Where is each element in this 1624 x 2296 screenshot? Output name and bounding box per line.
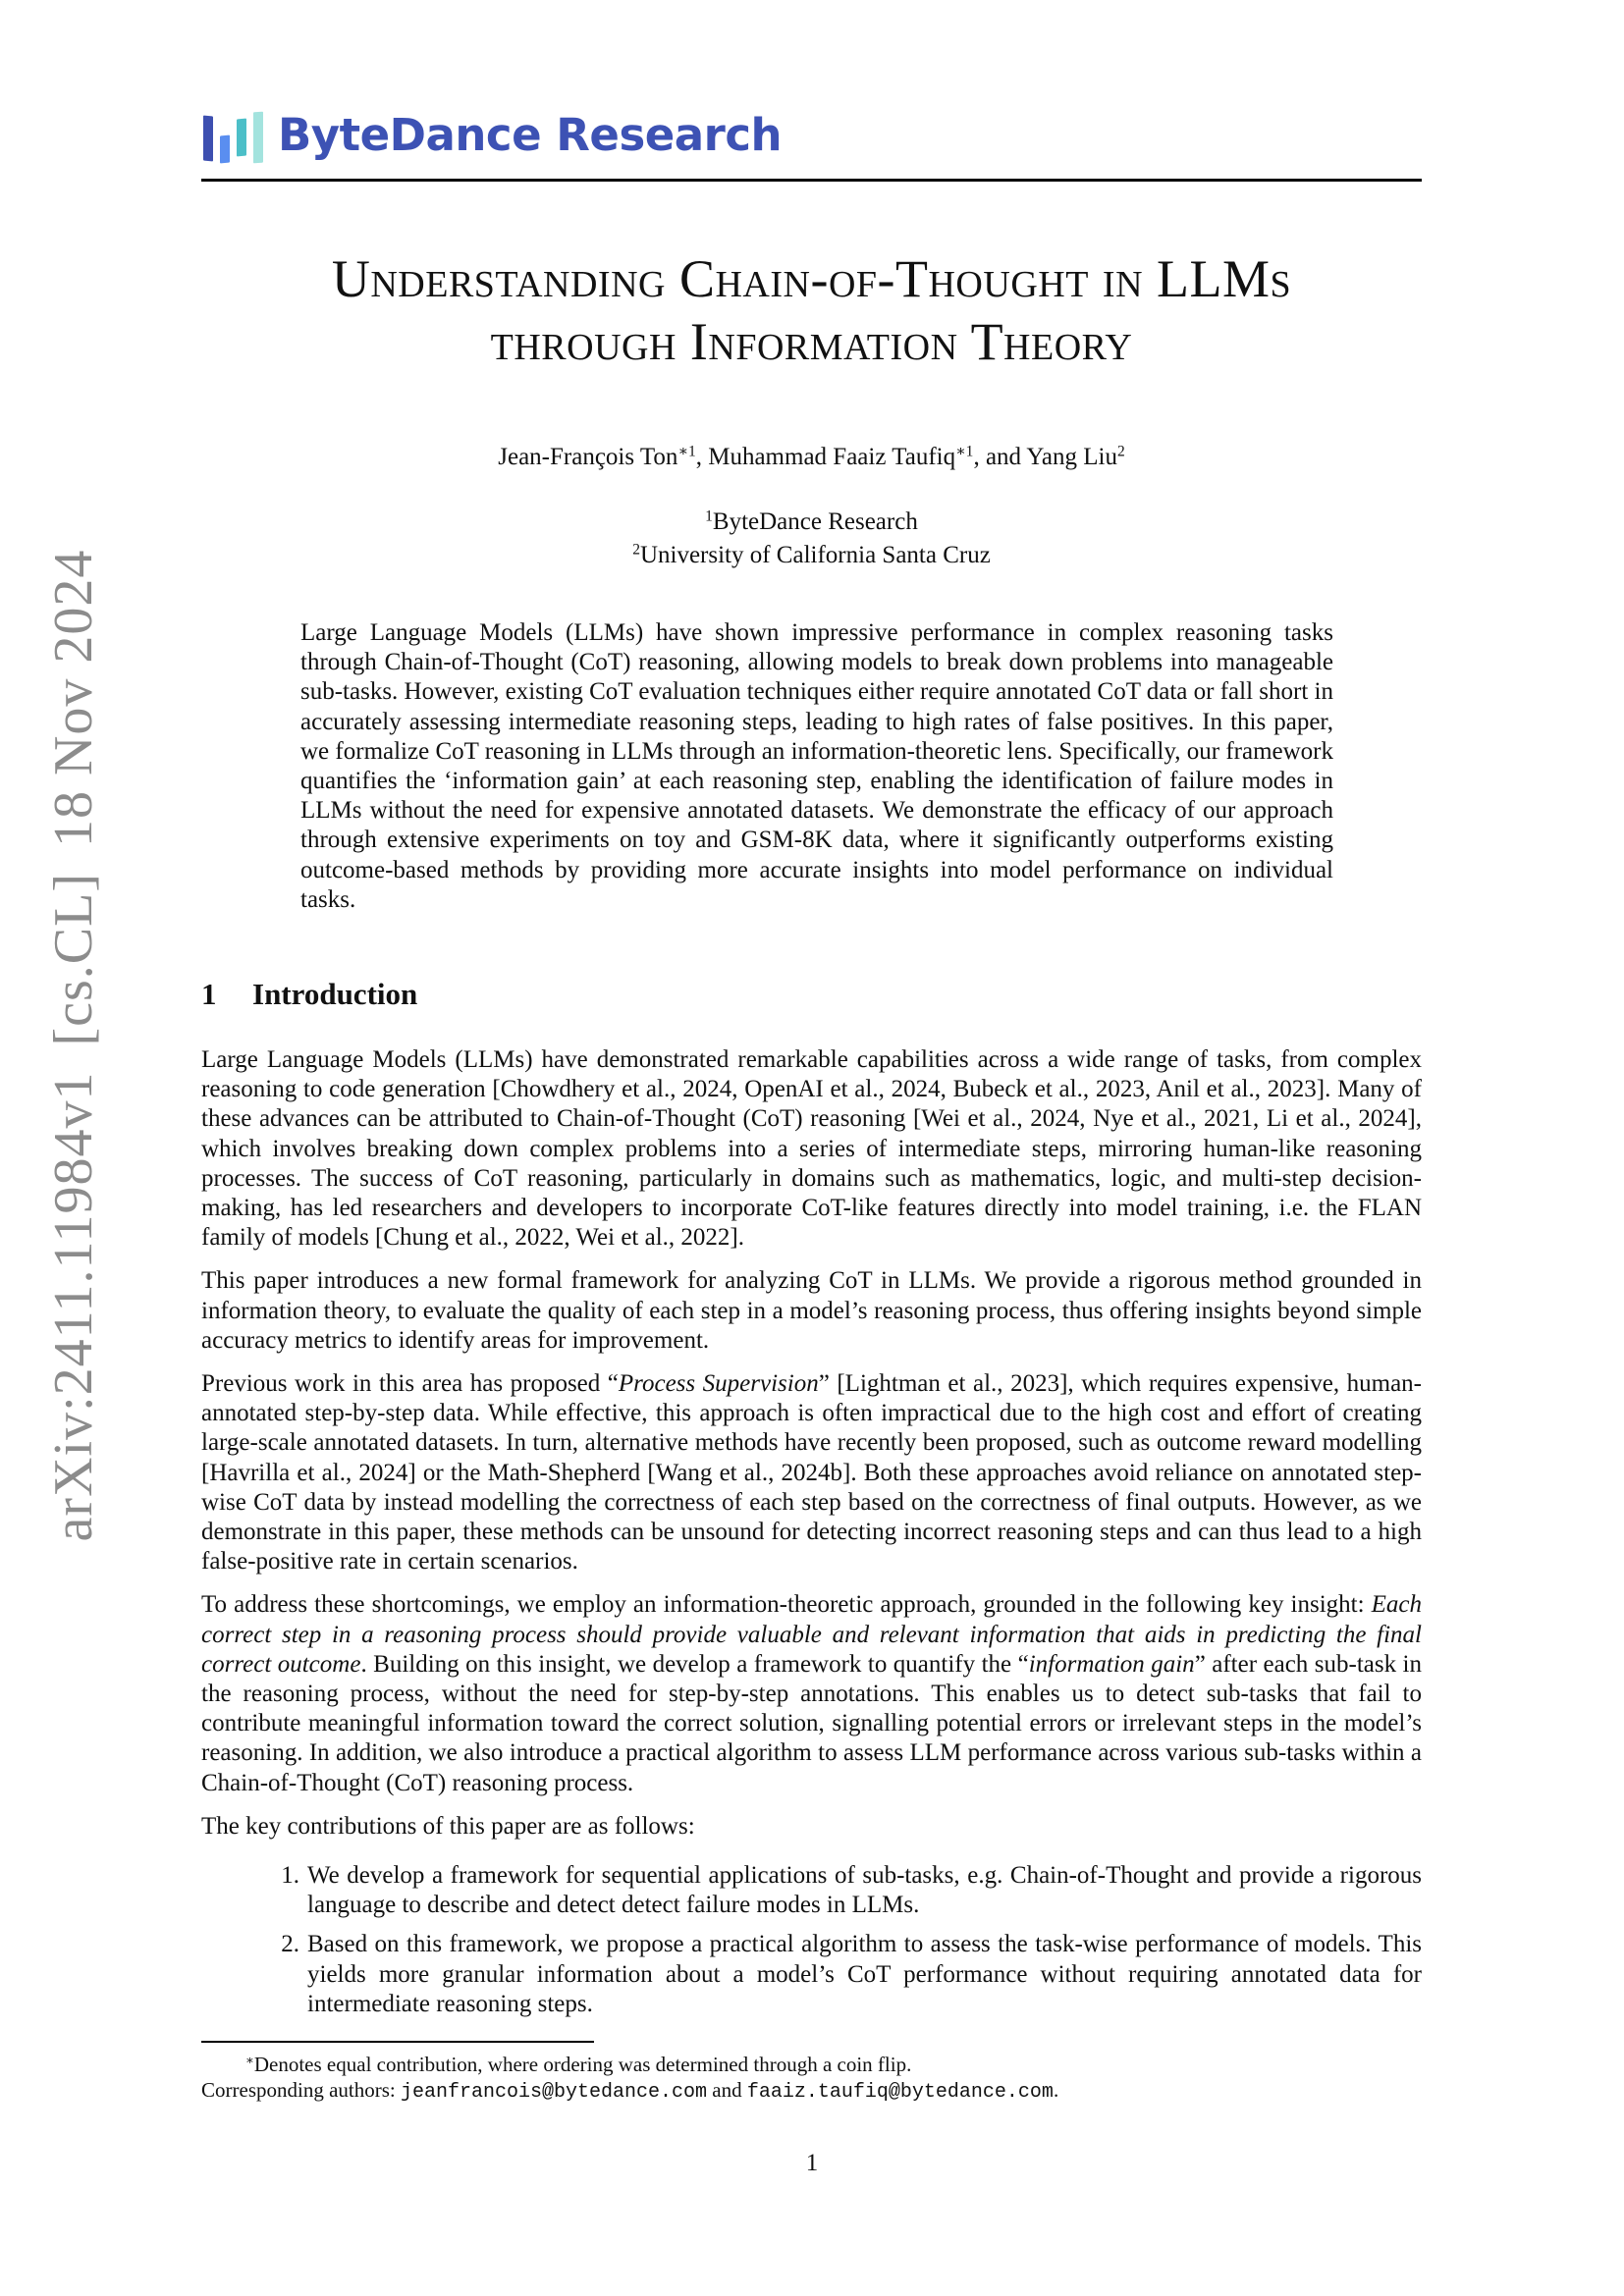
- footnote-label: Corresponding authors:: [201, 2078, 401, 2102]
- introduction-body: [201, 1045, 1422, 2029]
- email-link[interactable]: faaiz.taufiq@bytedance.com: [746, 2081, 1054, 2104]
- title-line-1: Understanding Chain-of-Thought in LLMs: [331, 249, 1292, 308]
- affiliation-list: [201, 506, 1422, 572]
- footnote-corresponding-authors: [201, 2077, 1422, 2106]
- logo-bar-2: [220, 134, 230, 163]
- text-run: To address these shortcomings, we employ an information-theoretic approach, grounded in the following key insight:: [201, 1591, 1372, 1619]
- footnotes: [201, 2052, 1422, 2106]
- arxiv-category: [cs.CL]: [43, 873, 104, 1046]
- title-line-2: through Information Theory: [490, 312, 1133, 371]
- text-run: Previous work in this area has proposed “: [201, 1370, 619, 1398]
- header-rule: [201, 179, 1422, 182]
- author-separator: , and: [973, 444, 1027, 470]
- author-name: Yang Liu: [1026, 444, 1117, 470]
- contribution-item: [201, 1861, 1422, 1920]
- section-number: 1: [201, 977, 217, 1011]
- paragraph-5: The key contributions of this paper are as follows:: [201, 1812, 695, 1840]
- paper-title: [201, 247, 1422, 373]
- text-run: ” [Lightman et al., 2023], which requires expensive, human-annotated step-by-step data. While effective, this approach is often impractical due to the high cost and effort of creating large-scale annotated datasets. In turn, alternative methods have recently been proposed, such as outcome reward modelling [Havrilla et al., 2024] or the Math-Shepherd [Wang et al., 2024b]. Both these approaches avoid reliance on annotated step-wise CoT data by instead modelling the correctness of each step based on the correctness of final outputs. However, as we demonstrate in this paper, these methods can be unsound for detecting incorrect reasoning steps and can thus lead to a high false-positive rate in certain scenarios.: [201, 1370, 1423, 1575]
- author-list: [201, 444, 1422, 471]
- logo-text: ByteDance Research: [278, 108, 783, 161]
- contributions-list: [201, 1861, 1422, 2019]
- section-title: Introduction: [252, 977, 418, 1011]
- author-separator: ,: [695, 444, 709, 470]
- arxiv-id[interactable]: arXiv:2411.11984v1: [43, 1071, 104, 1542]
- bytedance-research-logo: [201, 104, 782, 165]
- author-marks: ∗1: [677, 443, 696, 460]
- text-run: ” after each sub-task in the reasoning process, without the need for step-by-step annotations. This enables us to detect sub-tasks that fail to contribute meaningful information toward the correct solution, signalling potential errors or irrelevant steps in the model’s reasoning. In addition, we also introduce a practical algorithm to assess LLM performance across various sub-tasks within a Chain-of-Thought (CoT) reasoning process.: [201, 1650, 1422, 1796]
- footnote-text: .: [1053, 2078, 1059, 2102]
- footnote-mark: ∗: [245, 2052, 254, 2067]
- affiliation-mark: 2: [632, 541, 640, 559]
- email-link[interactable]: jeanfrancois@bytedance.com: [400, 2081, 708, 2104]
- arxiv-stamp: [42, 550, 105, 1542]
- text-run: . Building on this insight, we develop a framework to quantify the “: [360, 1650, 1029, 1678]
- affiliation-mark: 1: [705, 507, 713, 525]
- bar-chart-logo-icon: [201, 104, 266, 165]
- author-name: Jean-François Ton: [498, 444, 678, 470]
- page-number: 1: [805, 2150, 819, 2176]
- paragraph-1: Large Language Models (LLMs) have demonstrated remarkable capabilities across a wide range of tasks, from complex reasoning to code generation [Chowdhery et al., 2024, OpenAI et al., 2024, Bubeck et al., 2023, Anil et al., 2023]. Many of these advances can be attributed to Chain-of-Thought (CoT) reasoning [Wei et al., 2024, Nye et al., 2021, Li et al., 2024], which involves breaking down complex problems into a series of intermediate steps, mirroring human-like reasoning processes. The success of CoT reasoning, particularly in domains such as mathematics, logic, and multi-step decision-making, has led researchers and developers to incorporate CoT-like features directly into model training, i.e. the FLAN family of models [Chung et al., 2022, Wei et al., 2022].: [201, 1046, 1422, 1252]
- author-marks: ∗1: [955, 443, 974, 460]
- footnote-rule: [201, 2041, 594, 2043]
- footnote-text: and: [707, 2078, 747, 2102]
- logo-bar-3: [237, 118, 246, 156]
- affiliation: [201, 539, 1422, 572]
- emphasis-process-supervision: Process Supervision: [618, 1370, 819, 1398]
- abstract: Large Language Models (LLMs) have shown impressive performance in complex reasoning tasks through Chain-of-Thought (CoT) reasoning, allowing models to break down problems into manageable sub-tasks. However, existing CoT evaluation techniques either require annotated CoT data or fall short in accurately assessing intermediate reasoning steps, leading to high rates of false positives. In this paper, we formalize CoT reasoning in LLMs through an information-theoretic lens. Specifically, our framework quantifies the ‘information gain’ at each reasoning step, enabling the identification of failure modes in LLMs without the need for expensive annotated datasets. We demonstrate the efficacy of our approach through extensive experiments on toy and GSM-8K data, where it significantly outperforms existing outcome-based methods by providing more accurate insights into model performance on individual tasks.: [300, 619, 1333, 913]
- section-heading-introduction: [201, 977, 417, 1012]
- affiliation: [201, 506, 1422, 539]
- affiliation-name: University of California Santa Cruz: [639, 542, 991, 568]
- paragraph-3: [201, 1369, 1422, 1576]
- list-index: 1.: [281, 1862, 299, 1890]
- affiliation-name: ByteDance Research: [712, 508, 918, 535]
- author-marks: 2: [1116, 443, 1125, 460]
- arxiv-date: 18 Nov 2024: [43, 549, 104, 848]
- list-text: Based on this framework, we propose a practical algorithm to assess the task-wise performance of models. This yields more granular information about a model’s CoT performance without requiring annotated data for intermediate reasoning steps.: [307, 1931, 1422, 2017]
- logo-bar-1: [203, 115, 213, 161]
- author-name: Muhammad Faaiz Taufiq: [708, 444, 956, 470]
- list-text: We develop a framework for sequential applications of sub-tasks, e.g. Chain-of-Thought and provide a rigorous language to describe and detect detect failure modes in LLMs.: [307, 1862, 1422, 1919]
- paragraph-2: This paper introduces a new formal framework for analyzing CoT in LLMs. We provide a rigorous method grounded in information theory, to evaluate the quality of each step in a model’s reasoning process, thus offering insights beyond simple accuracy metrics to identify areas for improvement.: [201, 1267, 1422, 1354]
- contribution-item: [201, 1930, 1422, 2019]
- list-index: 2.: [281, 1931, 299, 1958]
- footnote-equal-contribution: [201, 2052, 1422, 2077]
- emphasis-key-insight: Each correct step in a reasoning process should provide valuable and relevant information that aids in predicting the final correct outcome: [201, 1591, 1422, 1678]
- paragraph-4: [201, 1590, 1422, 1797]
- logo-bar-4: [253, 112, 263, 164]
- emphasis-information-gain: information gain: [1028, 1650, 1195, 1678]
- footnote-text: Denotes equal contribution, where ordering was determined through a coin flip.: [253, 2053, 912, 2076]
